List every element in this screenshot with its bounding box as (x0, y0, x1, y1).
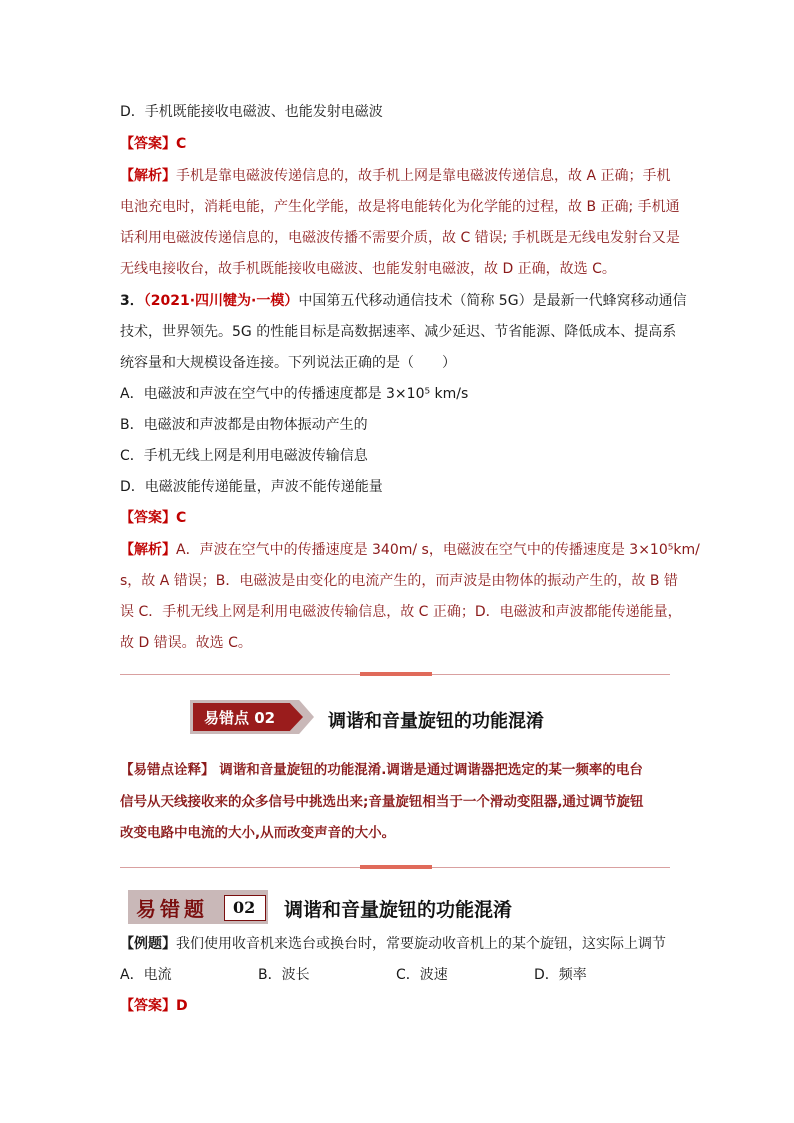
q3-stem-line-2: 技术，世界领先。5G 的性能目标是高数据速率、减少延迟、节省能源、降低成本、提高系 (120, 324, 677, 340)
answer-value: C (176, 510, 187, 526)
q3-stem-line-1 (120, 291, 687, 311)
q3-option-d: D．电磁波能传递能量，声波不能传递能量 (120, 479, 383, 495)
answer-label: 【答案】 (120, 510, 176, 526)
analysis-label: 【解析】 (120, 542, 176, 558)
prev-answer-line (120, 134, 680, 154)
analysis-text: 手机是靠电磁波传递信息的，故手机上网是靠电磁波传递信息，故 A 正确；手机 (176, 168, 671, 184)
prev-analysis-line-3: 话利用电磁波传递信息的，电磁波传播不需要介质，故 C 错误; 手机既是无线电发射台又是 (120, 230, 680, 246)
error-question-badge (128, 890, 268, 924)
answer-value: D (176, 998, 188, 1014)
example-option-d: D．频率 (534, 967, 587, 983)
answer-label: 【答案】 (120, 998, 176, 1014)
error-point-explain-line-3: 改变电路中电流的大小,从而改变声音的大小。 (120, 825, 396, 841)
prev-analysis-line-1 (120, 166, 680, 186)
example-text: 我们使用收音机来选台或换台时，常要旋动收音机上的某个旋钮，这实际上调节 (176, 936, 666, 952)
error-question-number: 02 (233, 898, 256, 917)
q3-answer-line (120, 508, 680, 528)
q3-analysis-line-1 (120, 540, 700, 560)
example-option-a: A．电流 (120, 967, 172, 983)
error-question-number-box (224, 895, 266, 921)
answer-value: C (176, 136, 187, 152)
error-point-badge (190, 700, 314, 734)
error-question-title: 调谐和音量旋钮的功能混淆 (284, 899, 513, 921)
error-point-badge-text: 易错点 02 (204, 709, 276, 727)
example-line (120, 934, 680, 954)
prev-option-d: D．手机既能接收电磁波、也能发射电磁波 (120, 104, 383, 120)
q3-number: 3． (120, 293, 144, 309)
section-divider-accent (360, 672, 432, 676)
section-divider-accent-2 (360, 865, 432, 869)
q3-analysis-line-3: 误 C．手机无线上网是利用电磁波传输信息，故 C 正确；D．电磁波和声波都能传递能量， (120, 604, 682, 620)
q3-stem-text: 中国第五代移动通信技术（简称 5G）是最新一代蜂窝移动通信 (298, 293, 687, 309)
error-question-badge-label: 易错题 (136, 897, 208, 921)
q3-source: （2021·四川犍为·一模） (143, 293, 299, 309)
example-option-c: C．波速 (396, 967, 448, 983)
q3-analysis-line-2: s，故 A 错误；B．电磁波是由变化的电流产生的，而声波是由物体的振动产生的，故 B 错 (120, 573, 678, 589)
q3-stem-line-3: 统容量和大规模设备连接。下列说法正确的是（ ） (120, 355, 456, 371)
q3-analysis-line-4: 故 D 错误。故选 C。 (120, 635, 252, 651)
q3-option-b: B．电磁波和声波都是由物体振动产生的 (120, 417, 368, 433)
error-point-title: 调谐和音量旋钮的功能混淆 (328, 711, 544, 732)
prev-analysis-line-4: 无线电接收台，故手机既能接收电磁波、也能发射电磁波，故 D 正确，故选 C。 (120, 261, 616, 277)
example-answer-line (120, 996, 680, 1016)
analysis-label: 【解析】 (120, 168, 176, 184)
error-point-explain-line-2: 信号从天线接收来的众多信号中挑选出来;音量旋钮相当于一个滑动变阻器,通过调节旋钮 (120, 794, 644, 810)
q3-option-a: A．电磁波和声波在空气中的传播速度都是 3×10⁵ km/s (120, 386, 469, 402)
error-point-explain-line-1: 【易错点诠释】 调谐和音量旋钮的功能混淆.调谐是通过调谐器把选定的某一频率的电台 (120, 762, 643, 778)
analysis-text: A．声波在空气中的传播速度是 340m/ s，电磁波在空气中的传播速度是 3×10⁵km/ (176, 542, 700, 558)
answer-label: 【答案】 (120, 136, 176, 152)
q3-option-c: C．手机无线上网是利用电磁波传输信息 (120, 448, 368, 464)
example-option-b: B．波长 (258, 967, 310, 983)
prev-analysis-line-2: 电池充电时，消耗电能，产生化学能，故是将电能转化为化学能的过程，故 B 正确; 手机通 (120, 199, 680, 215)
example-label: 【例题】 (120, 936, 176, 952)
